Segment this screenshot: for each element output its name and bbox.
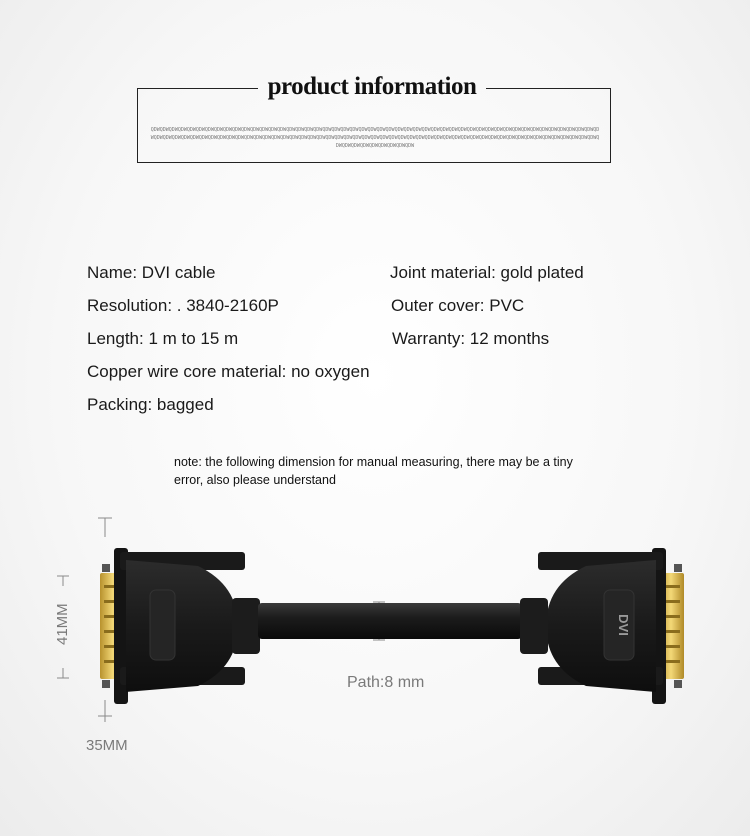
height-dimension-label: 41MM xyxy=(54,603,71,645)
header-filler-text: QDWQDWQDWQDWQDWQDWQDWQDWQDWQDWQDWQDWQDWQDWQDWQDWQDWQDWQDWQDWQDWQDWQDWQDWQDWQDWQDWQDWQDWQDWQDWQDWQDWQDWQDWQDWQDWQDWQDWQDWQDWQDWQDWQDWQDWQDWQDWQDWQDWQDWQDWQDWQDWQDWQDWQDWQDWQDWQDWQDWQDWQDWQDWQDWQDWQDWQDWQDWQDWQDWQDWQDWQDWQDWQDWQDWQDWQDWQDWQDWQDWQDWQDWQDWQDWQDWQDWQDWQDWQDWQDWQDWQDWQDWQDWQDWQDWQDWQDWQDWQDWQDWQDWQDWQDWQDWQDWQDW xyxy=(150,127,600,149)
left-dvi-connector xyxy=(100,548,260,704)
cable-wire xyxy=(258,603,522,639)
spec-joint: Joint material: gold plated xyxy=(390,263,584,282)
spec-outer: Outer cover: PVC xyxy=(391,296,525,315)
connector-label: DVI xyxy=(616,614,631,636)
spec-length: Length: 1 m to 15 m xyxy=(87,329,239,348)
spec-name: Name: DVI cable xyxy=(87,263,216,282)
width-dimension-label: 35MM xyxy=(86,737,128,754)
spec-warranty: Warranty: 12 months xyxy=(392,329,550,348)
spec-resolution: Resolution: . 3840-2160P xyxy=(87,296,279,315)
page-title: product information xyxy=(267,73,477,100)
spec-packing: Packing: bagged xyxy=(87,395,214,414)
spec-copper: Copper wire core material: no oxygen xyxy=(87,362,370,381)
right-dvi-connector xyxy=(520,548,684,704)
dvi-cable-illustration xyxy=(0,500,750,770)
path-dimension-label: Path:8 mm xyxy=(347,674,425,691)
measurement-note: note: the following dimension for manual measuring, there may be a tiny error, also please understand xyxy=(174,455,573,487)
